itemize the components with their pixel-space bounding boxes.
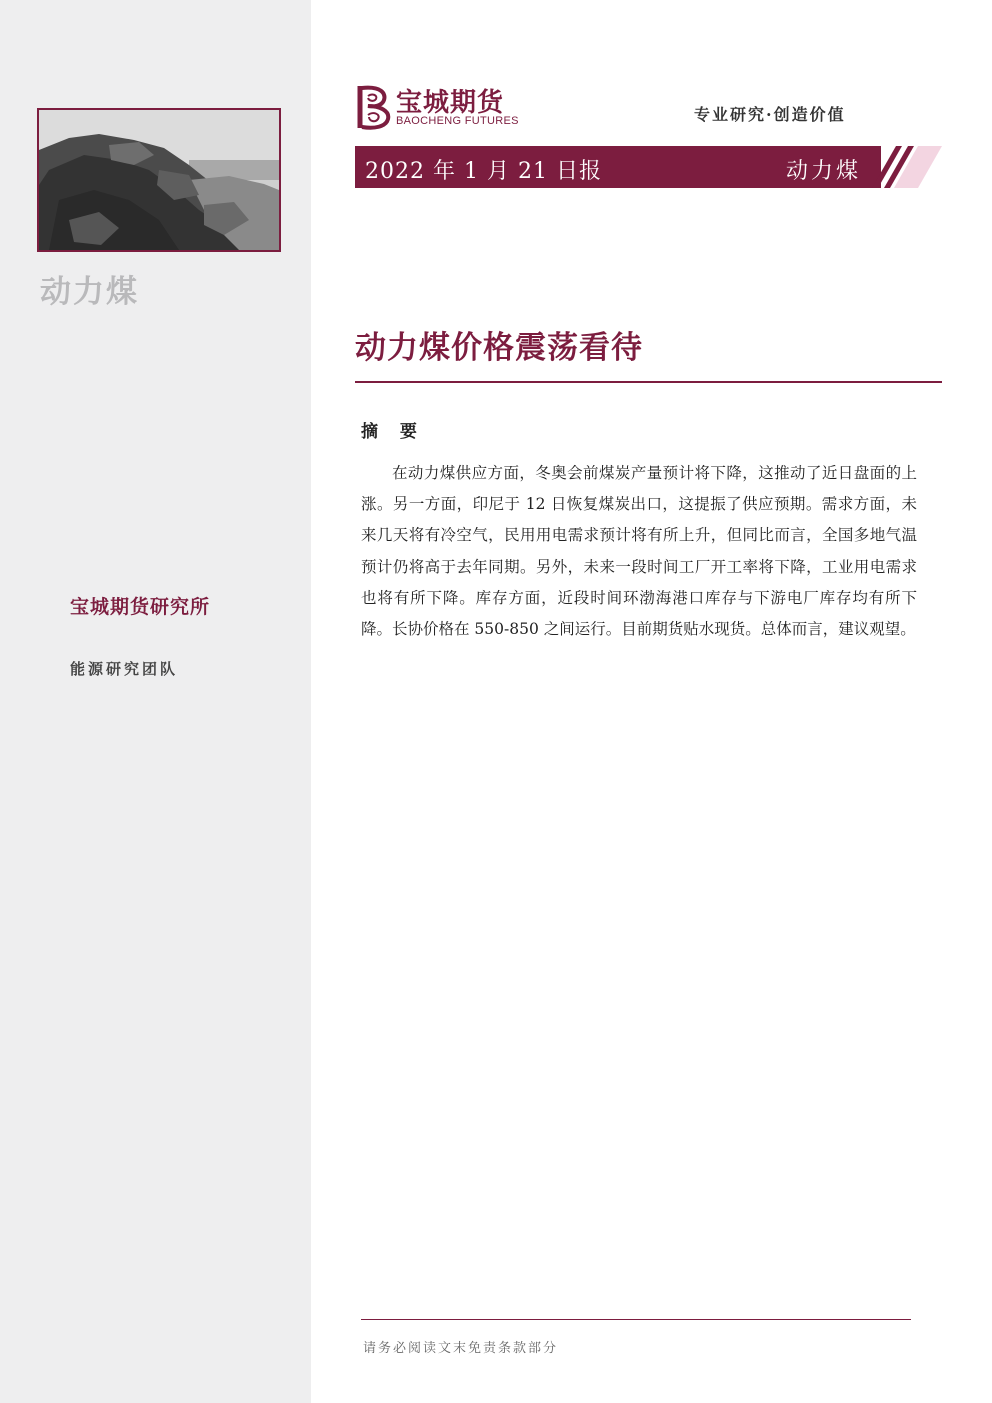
date-banner xyxy=(355,146,881,188)
abstract-heading: 摘 要 xyxy=(361,422,425,442)
footer-divider xyxy=(361,1319,911,1320)
cover-photo-coal-rocks xyxy=(37,108,281,252)
company-logo xyxy=(356,84,526,132)
logo-chinese-name: 宝城期货 xyxy=(396,88,505,118)
report-date: 2022 年 1 月 21 日报 xyxy=(365,159,602,184)
sidebar xyxy=(0,0,311,1403)
logo-b-icon xyxy=(356,84,392,130)
team-name: 能源研究团队 xyxy=(70,660,179,678)
report-title: 动力煤价格震荡看待 xyxy=(355,330,643,366)
banner-topic: 动力煤 xyxy=(785,159,861,184)
disclaimer-note: 请务必阅读文末免责条款部分 xyxy=(363,1341,559,1356)
coal-rocks-image xyxy=(39,110,279,250)
institute-name: 宝城期货研究所 xyxy=(70,596,211,618)
logo-english-name: BAOCHENG FUTURES xyxy=(396,115,519,127)
sidebar-topic: 动力煤 xyxy=(40,274,139,310)
slogan: 专业研究·创造价值 xyxy=(694,105,846,124)
title-divider xyxy=(355,381,942,383)
abstract-body: 在动力煤供应方面，冬奥会前煤炭产量预计将下降，这推动了近日盘面的上涨。另一方面，印尼于 12 日恢复煤炭出口，这提振了供应预期。需求方面，未来几天将有冷空气，民用用电需求预计将有所上升，但同比而言，全国多地气温预计仍将高于去年同期。另外，未来一段时间工厂开工率将下降，工业用电需求也将有所下降。库存方面，近段时间环渤海港口库存与下游电厂库存均有所下降。长协价格在 550-850 之间运行。目前期货贴水现货。总体而言，建议观望。 xyxy=(361,464,917,639)
banner-stripes-decoration xyxy=(858,146,942,188)
